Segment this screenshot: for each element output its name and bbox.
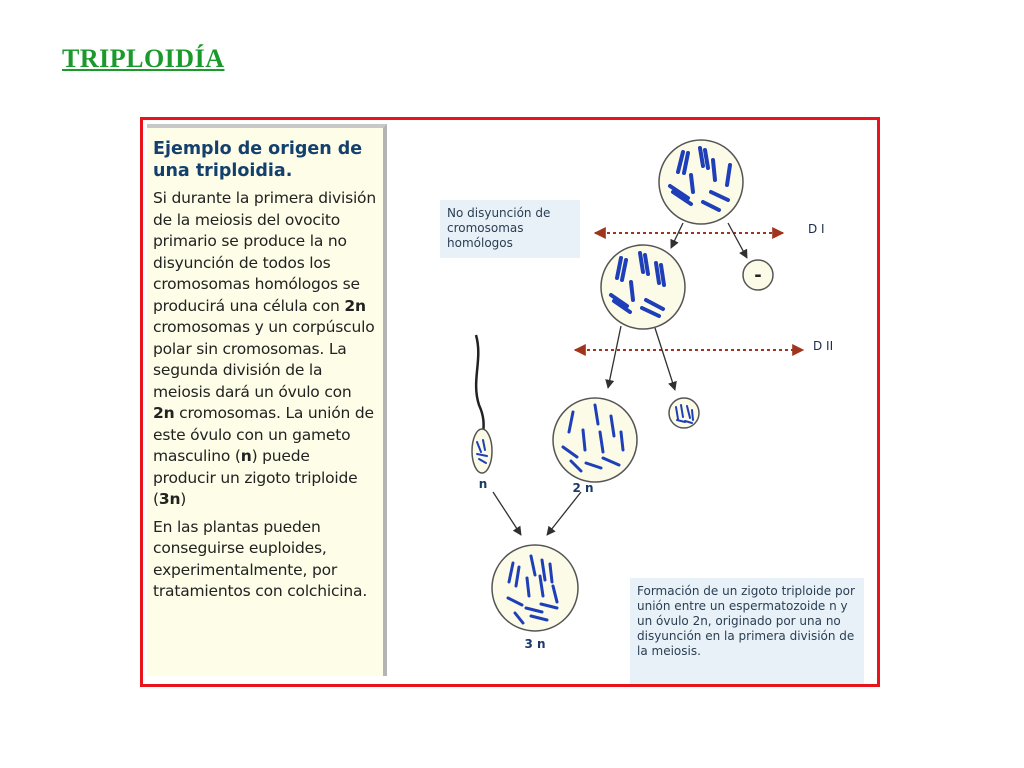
arrow-ovum-to-zygote [547, 492, 581, 535]
label-zygote-3n: 3 n [524, 637, 546, 651]
arrow-sperm-to-zygote [493, 492, 521, 535]
para1-text: Si durante la primera división de la meiosis del ovocito primario se produce la no disyunción de todos los cromosomas homólogos se producirá una célula con [153, 189, 376, 315]
para1-highlight: 2n [344, 296, 366, 315]
para1-highlight: 2n [153, 404, 175, 422]
para1-highlight: 3n [158, 490, 181, 508]
label-sperm-n: n [478, 477, 488, 491]
arrow-oocyte-to-polar [728, 223, 747, 258]
polar-minus-label: - [754, 265, 762, 286]
second-polar-body [669, 398, 699, 428]
para1-text: cromosomas. La unión de este óvulo con un gameto masculino ( [153, 404, 374, 465]
secondary-oocyte-cell [601, 245, 685, 329]
panel-paragraph-2: En las plantas pueden conseguirse euploides, experimentalmente, por tratamientos con colchicina. [153, 517, 368, 600]
arrow-secondary-to-polar2 [655, 328, 675, 390]
arrow-secondary-to-ovum [608, 326, 621, 388]
para1-text: ) [180, 490, 187, 508]
para1-text: cromosomas y un corpúsculo polar sin cromosomas. La segunda división de la meiosis dará un óvulo con [153, 318, 375, 401]
para1-text: ) puede producir un zigoto triploide ( [153, 447, 358, 508]
formation-note: Formación de un zigoto triploide por unión entre un espermatozoide n y un óvulo 2n, originado por una no disyunción en la primera división de la meiosis. [630, 578, 864, 684]
first-polar-body [743, 260, 773, 290]
label-d1: D I [808, 222, 825, 236]
nondisjunction-note: No disyunción de cromosomas homólogos [440, 200, 580, 258]
primary-oocyte-cell [659, 140, 743, 224]
arrow-oocyte-to-secondary [671, 223, 683, 248]
meiosis-diagram [143, 120, 877, 684]
panel-heading: Ejemplo de origen de una triploidia. [153, 139, 363, 181]
zygote-3n-cell [492, 545, 578, 631]
label-ovum-2n: 2 n [572, 481, 594, 495]
label-d2: D II [813, 339, 834, 353]
ovum-2n-cell [553, 398, 637, 482]
para1-highlight: n [240, 447, 252, 465]
diagram-frame [140, 117, 880, 687]
sperm-cell [472, 335, 492, 473]
slide-title: TRIPLOIDÍA [62, 44, 225, 73]
